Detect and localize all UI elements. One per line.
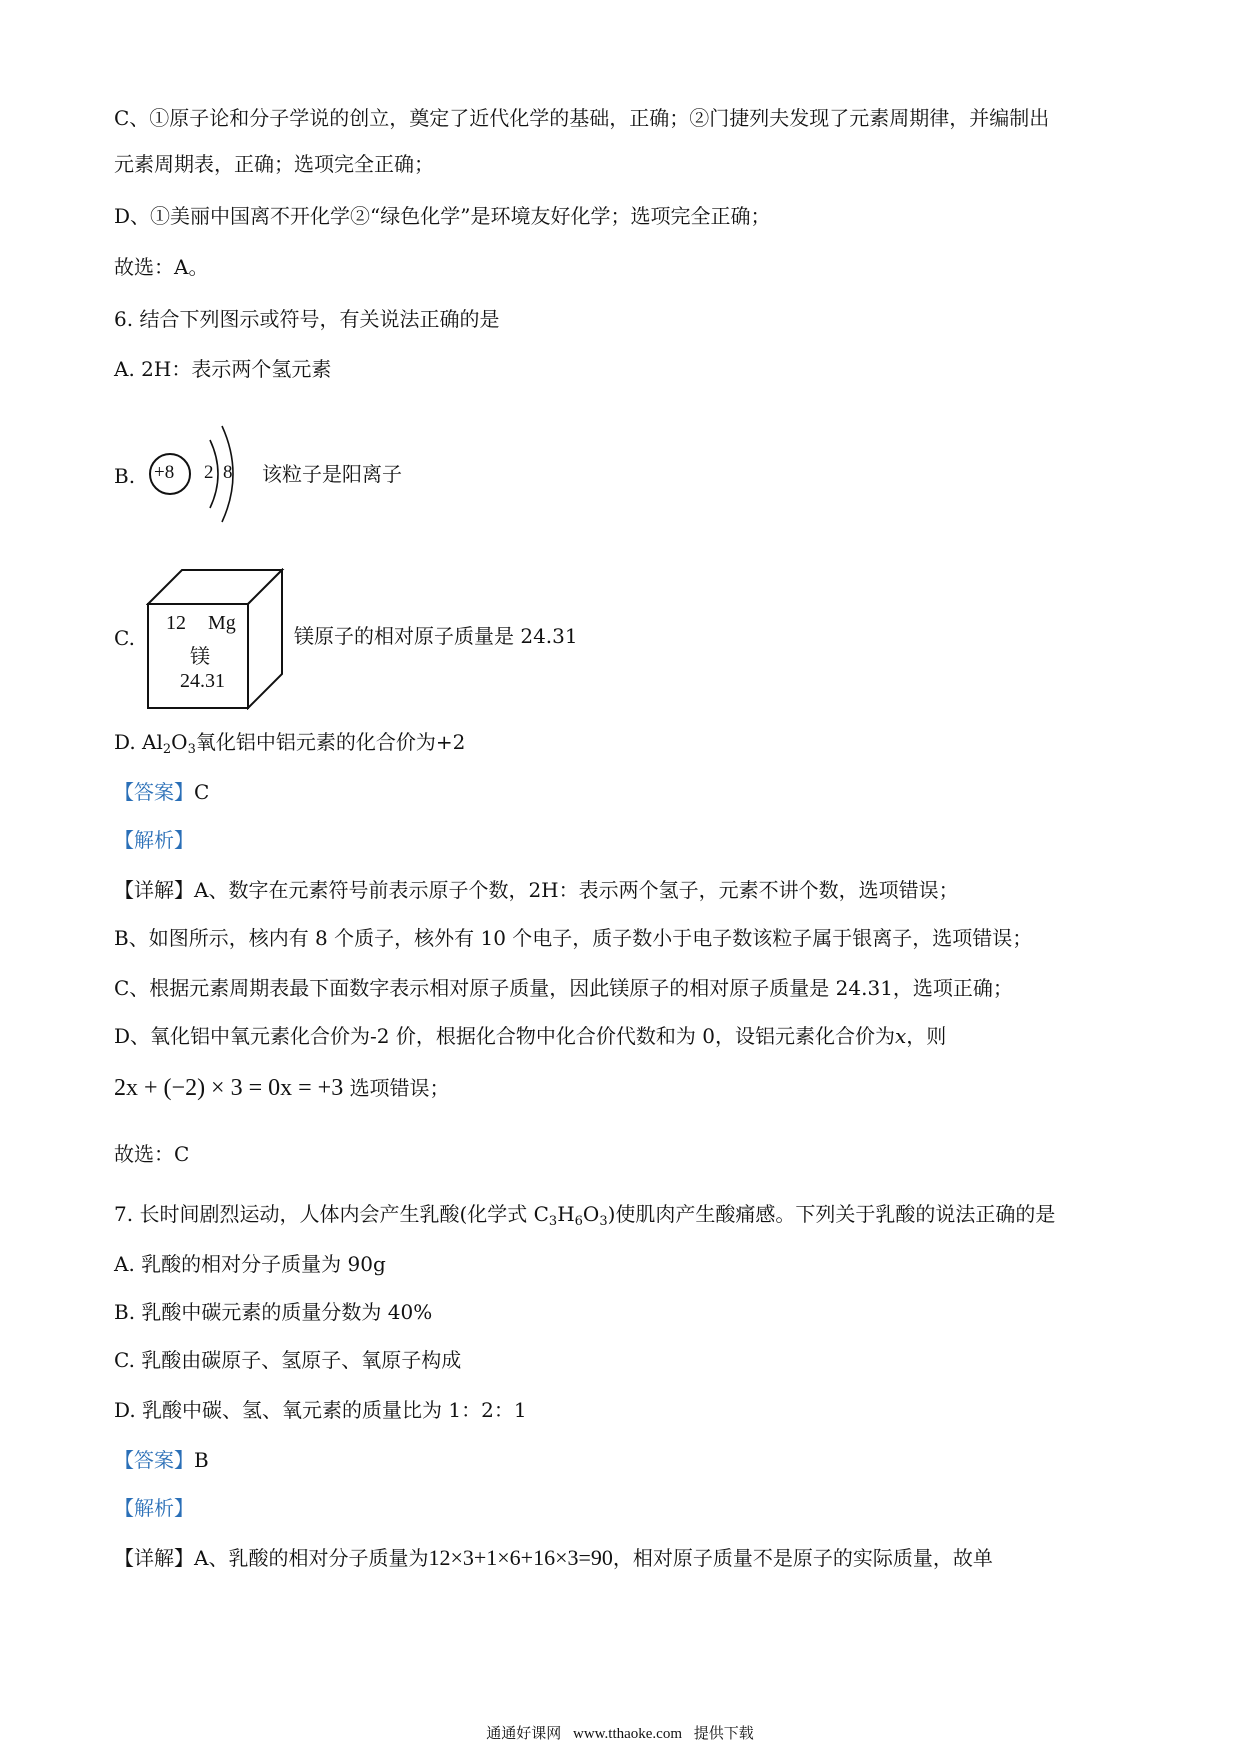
- stem-text: O: [582, 1202, 600, 1226]
- subscript: 3: [599, 1214, 608, 1229]
- q6-detail-d: [114, 1022, 946, 1050]
- element-name: 镁: [190, 646, 210, 668]
- text-line: D、①美丽中国离不开化学②“绿色化学”是环境友好化学；选项完全正确；: [114, 204, 771, 228]
- question-6-stem: 6. 结合下列图示或符号，有关说法正确的是: [114, 307, 500, 331]
- nucleus-charge: +8: [154, 462, 175, 483]
- stem-text: )使肌肉产生酸痛感。下列关于乳酸的说法正确的是: [607, 1202, 1056, 1226]
- q6-detail-c: C、根据元素周期表最下面数字表示相对原子质量，因此镁原子的相对原子质量是 24.31，选项正确；: [114, 976, 1013, 1000]
- q7-answer: [114, 1446, 209, 1474]
- answer-tag: 【答案】: [114, 780, 194, 804]
- detail-tag: 【详解】: [114, 1546, 194, 1570]
- math-expression: 12×3+1×6+16×3=90: [428, 1545, 613, 1570]
- question-7-stem: [114, 1200, 1055, 1236]
- q6-answer: [114, 778, 209, 806]
- text-line: C、①原子论和分子学说的创立，奠定了近代化学的基础，正确；②门捷列夫发现了元素周期律，并编制出: [114, 106, 1050, 130]
- atomic-mass: 24.31: [180, 670, 225, 692]
- stem-text: H: [557, 1202, 575, 1226]
- q6-detail-b: B、如图所示，核内有 8 个质子，核外有 10 个电子，质子数小于电子数该粒子属于银离子，选项错误；: [114, 926, 1033, 950]
- option-d-prefix: D. Al: [114, 730, 163, 754]
- subscript: 6: [574, 1214, 583, 1229]
- subscript: 3: [548, 1214, 558, 1229]
- q6-final: 故选：C: [114, 1142, 190, 1166]
- q6-detail-a: [114, 876, 959, 904]
- stem-text: 7. 长时间剧烈运动，人体内会产生乳酸(化学式 C: [114, 1202, 549, 1226]
- subscript: 2: [162, 742, 172, 757]
- detail-tag: 【详解】: [114, 878, 194, 902]
- footer-site: 通通好课网: [486, 1726, 562, 1742]
- q6-option-b-text: 该粒子是阳离子: [262, 462, 402, 486]
- atomic-number: 12: [166, 612, 186, 634]
- q7-option-b: B. 乳酸中碳元素的质量分数为 40%: [114, 1300, 433, 1324]
- detail-text: ，相对原子质量不是原子的实际质量，故单: [612, 1546, 993, 1570]
- equation-tail: 选项错误；: [349, 1076, 450, 1100]
- equation: 2x + (−2) × 3 = 0x = +3: [114, 1075, 344, 1101]
- q6-option-c-text: 镁原子的相对原子质量是 24.31: [294, 624, 578, 648]
- detail-text: A、数字在元素符号前表示原子个数，2H：表示两个氢子，元素不讲个数，选项错误；: [194, 878, 959, 902]
- q6-option-d: [114, 728, 465, 764]
- detail-text: ，则: [906, 1024, 947, 1048]
- q7-analysis-tag: 【解析】: [114, 1496, 194, 1520]
- page-footer: [0, 1722, 1240, 1743]
- footer-url[interactable]: www.tthaoke.com: [573, 1726, 682, 1742]
- atom-structure-diagram: [148, 418, 248, 530]
- variable-x: x: [894, 1024, 907, 1048]
- q6-option-c-label: C.: [114, 626, 135, 650]
- detail-text: D、氧化铝中氧元素化合价为-2 价，根据化合物中化合价代数和为 0，设铝元素化合价为: [114, 1024, 895, 1048]
- element-card-magnesium: [146, 568, 296, 710]
- q7-option-a: A. 乳酸的相对分子质量为 90g: [114, 1252, 386, 1276]
- option-d-mid: O: [171, 730, 188, 754]
- answer-tag: 【答案】: [114, 1448, 194, 1472]
- element-symbol: Mg: [208, 612, 236, 634]
- text-line: 故选：A。: [114, 255, 209, 279]
- detail-text: A、乳酸的相对分子质量为: [194, 1546, 429, 1570]
- q6-analysis-tag: 【解析】: [114, 828, 194, 852]
- answer-value: C: [194, 780, 210, 804]
- footer-action: 提供下载: [693, 1726, 754, 1742]
- shell-1-electrons: 2: [204, 462, 214, 483]
- q6-option-b-label: B.: [114, 464, 136, 488]
- shell-2-electrons: 8: [223, 462, 233, 483]
- answer-value: B: [194, 1448, 209, 1472]
- q6-option-a: A. 2H：表示两个氢元素: [114, 357, 332, 381]
- option-d-rest: 氧化铝中铝元素的化合价为+2: [195, 730, 466, 754]
- text-line: 元素周期表，正确；选项完全正确；: [114, 152, 434, 176]
- q7-option-d: D. 乳酸中碳、氢、氧元素的质量比为 1：2：1: [114, 1398, 527, 1422]
- q7-option-c: C. 乳酸由碳原子、氢原子、氧原子构成: [114, 1348, 462, 1372]
- q6-equation-line: [114, 1074, 450, 1102]
- q7-detail-a: [114, 1544, 993, 1572]
- subscript: 3: [187, 742, 196, 757]
